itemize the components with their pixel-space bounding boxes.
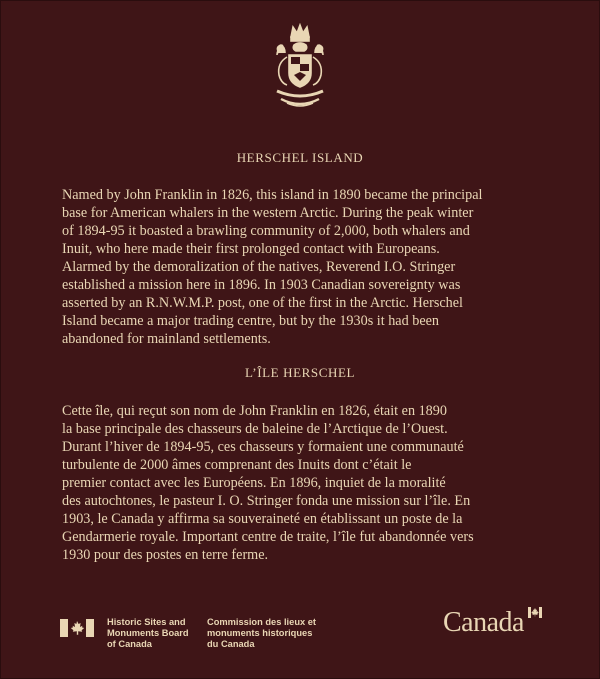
text-line: asserted by an R.N.W.M.P. post, one of the first in the Arctic. Herschel: [62, 295, 463, 311]
text-line: Durant l’hiver de 1894-95, ces chasseurs y formaient une communauté: [62, 439, 464, 455]
text-line: des autochtones, le pasteur I. O. Stringer fonda une mission sur l’île. En: [62, 493, 471, 509]
org-name-french: [207, 617, 316, 650]
wordmark-flag-icon: [528, 607, 542, 618]
text-line: Inuit, who here made their first prolonged contact with Europeans.: [62, 241, 440, 257]
org-line: of Canada: [107, 639, 152, 649]
french-text: [62, 402, 542, 564]
org-line: Commission des lieux et: [207, 617, 317, 627]
text-line: premier contact avec les Européens. En 1896, inquiet de la moralité: [62, 475, 446, 491]
org-line: monuments historiques: [207, 628, 313, 638]
english-text: [62, 186, 542, 348]
royal-coat-of-arms-icon: [269, 23, 331, 109]
org-line: Historic Sites and: [107, 617, 186, 627]
text-line: base for American whalers in the western Arctic. During the peak winter: [62, 205, 474, 221]
org-line: du Canada: [207, 639, 255, 649]
org-name-english: [107, 617, 189, 650]
canada-flag-icon: [60, 619, 94, 637]
text-line: established a mission here in 1896. In 1903 Canadian sovereignty was: [62, 277, 461, 293]
org-line: Monuments Board: [107, 628, 189, 638]
text-line: Cette île, qui reçut son nom de John Franklin en 1826, était en 1890: [62, 403, 447, 419]
text-line: abandoned for mainland settlements.: [62, 331, 271, 347]
text-line: Alarmed by the demoralization of the natives, Reverend I.O. Stringer: [62, 259, 456, 275]
text-line: 1903, le Canada y affirma sa souveraineté en établissant un poste de la: [62, 511, 463, 527]
text-line: turbulente de 2000 âmes comprenant des Inuits dont c’était le: [62, 457, 412, 473]
text-line: Island became a major trading centre, but by the 1930s it had been: [62, 313, 440, 329]
english-title: HERSCHEL ISLAND: [236, 150, 364, 165]
canada-wordmark: Canada: [443, 607, 524, 638]
text-line: Gendarmerie royale. Important centre de traite, l’île fut abandonnée vers: [62, 529, 474, 545]
text-line: of 1894-95 it boasted a brawling community of 2,000, both whalers and: [62, 223, 470, 239]
text-line: 1930 pour des postes en terre ferme.: [62, 547, 269, 563]
text-line: la base principale des chasseurs de baleine de l’Arctique de l’Ouest.: [62, 421, 448, 437]
french-title: L’ÎLE HERSCHEL: [244, 365, 356, 380]
text-line: Named by John Franklin in 1826, this island in 1890 became the principal: [62, 187, 483, 203]
